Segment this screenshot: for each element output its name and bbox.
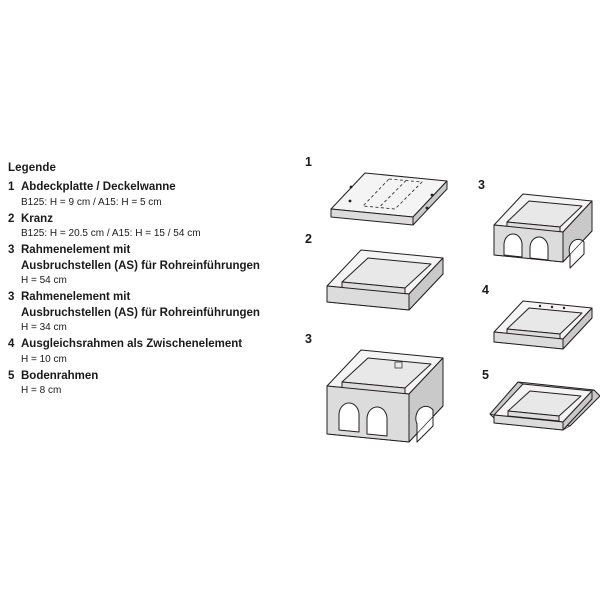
legend-entry-3a	[8, 243, 278, 288]
legend-sub: H = 54 cm	[21, 275, 67, 286]
legend-number: 4	[8, 338, 15, 350]
rahmenelement-34-drawing	[490, 188, 600, 283]
legend-sub: H = 34 cm	[21, 322, 67, 333]
legend-sub: B125: H = 9 cm / A15: H = 5 cm	[21, 196, 162, 208]
legend-label: Ausgleichsrahmen als Zwischenelement	[21, 338, 243, 350]
figure-number: 2	[305, 232, 312, 246]
legend-number: 3	[8, 244, 15, 256]
legend-label: Kranz	[21, 212, 53, 225]
legend-label: Abdeckplatte / Deckelwanne	[21, 181, 176, 193]
legend-sub: H = 8 cm	[21, 385, 62, 396]
figure-number: 5	[482, 368, 489, 382]
legend-label: Bodenrahmen	[21, 369, 99, 382]
legend	[8, 162, 278, 400]
legend-label-line2: Ausbruchstellen (AS) für Rohreinführungen	[21, 306, 260, 319]
figure-number: 1	[305, 155, 312, 169]
legend-entry-2	[8, 212, 278, 242]
figure-number: 4	[482, 283, 489, 297]
legend-sub: B125: H = 20.5 cm / A15: H = 15 / 54 cm	[21, 228, 201, 239]
legend-number: 5	[8, 369, 15, 382]
legend-entry-1	[8, 180, 278, 210]
legend-title: Legende	[8, 162, 56, 174]
legend-number: 2	[8, 212, 15, 225]
legend-label: Rahmenelement mit	[21, 244, 131, 256]
legend-entry-4	[8, 337, 278, 367]
legend-label: Rahmenelement mit	[21, 291, 131, 303]
figure-number: 3	[478, 178, 485, 192]
legend-number: 3	[8, 291, 15, 303]
kranz-drawing	[323, 244, 458, 334]
rahmenelement-54-drawing	[323, 342, 463, 462]
legend-label-line2: Ausbruchstellen (AS) für Rohreinführungen	[21, 259, 260, 272]
legend-entry-5	[8, 369, 278, 399]
figure-number: 3	[305, 332, 312, 346]
legend-sub: H = 10 cm	[21, 353, 67, 365]
ausgleichsrahmen-drawing	[490, 295, 600, 375]
bodenrahmen-drawing	[490, 378, 600, 458]
legend-number: 1	[8, 181, 15, 193]
abdeckplatte-drawing	[327, 167, 457, 247]
legend-entry-3b	[8, 290, 278, 335]
